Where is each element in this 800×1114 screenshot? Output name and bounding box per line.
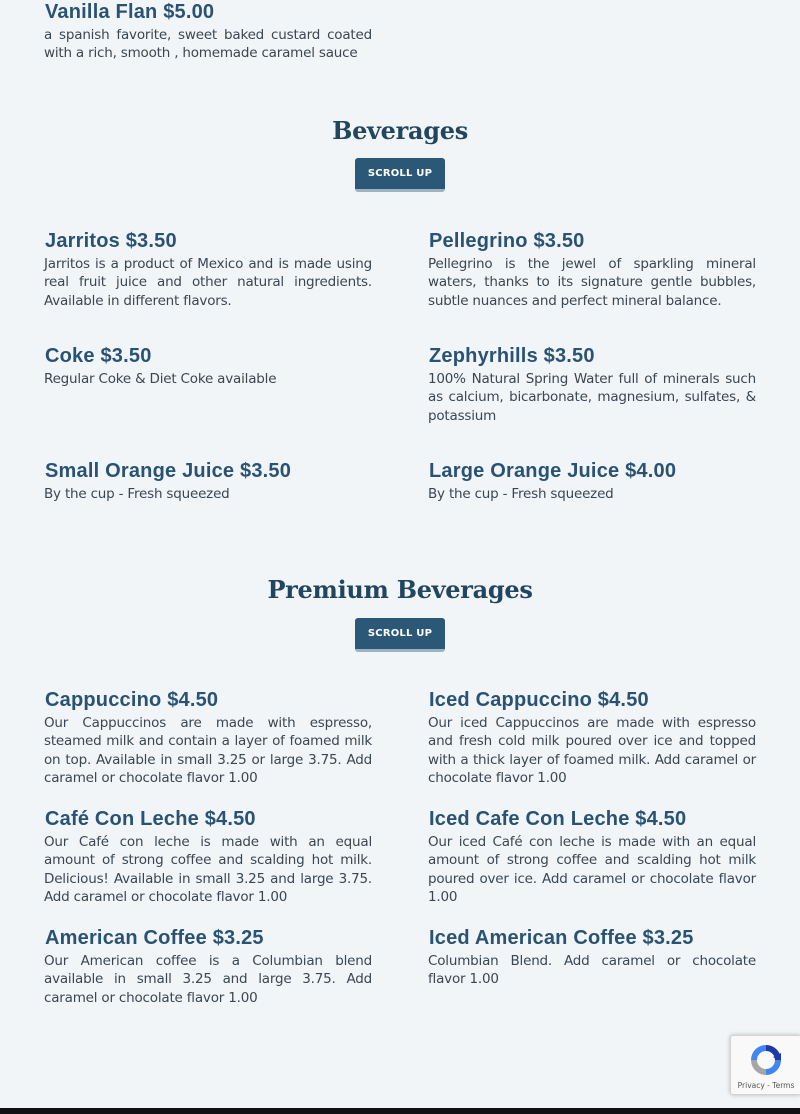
menu-item-title: Iced American Coffee $3.25 (429, 927, 694, 949)
menu-item-title: Small Orange Juice $3.50 (45, 460, 292, 482)
menu-item-description: Our Café con leche is made with an equal amount of strong coffee and scalding hot milk. Delicious! Available in small 3.25 and large 3.75. Add caramel or chocolate flavor 1.00 (44, 834, 372, 906)
menu-item-description: Columbian Blend. Add caramel or chocolate flavor 1.00 (428, 953, 756, 988)
menu-item-title: Jarritos $3.50 (45, 230, 177, 252)
recaptcha-badge[interactable] (730, 1035, 800, 1095)
menu-item-description: Our Cappuccinos are made with espresso, steamed milk and contain a layer of foamed milk on top. Available in small 3.25 or large 3.75. Add caramel or chocolate flavor 1.00 (44, 715, 372, 787)
menu-item-description: Pellegrino is the jewel of sparkling mineral waters, thanks to its signature gentle bubbles, subtle nuances and perfect mineral balance. (428, 256, 756, 309)
scroll-up-button[interactable]: SCROLL UP (355, 158, 445, 192)
menu-item-zephyrhills (428, 344, 756, 425)
scroll-up-button[interactable]: SCROLL UP (355, 618, 445, 652)
menu-item-description: Regular Coke & Diet Coke available (44, 371, 277, 387)
menu-item-cappuccino (44, 688, 372, 788)
menu-item-description: Our American coffee is a Columbian blend available in small 3.25 and large 3.75. Add caramel or chocolate flavor 1.00 (44, 953, 372, 1006)
menu-item-title: Cappuccino $4.50 (45, 689, 219, 711)
menu-item-small-orange-juice (44, 459, 372, 503)
menu-item-description: By the cup - Fresh squeezed (44, 486, 230, 502)
menu-item-large-orange-juice (428, 459, 756, 503)
menu-item-description: 100% Natural Spring Water full of minerals such as calcium, bicarbonate, magnesium, sulfates, & potassium (428, 371, 756, 424)
menu-item-jarritos (44, 229, 372, 310)
menu-item-vanilla-flan (44, 0, 372, 63)
section-title-beverages: Beverages (332, 116, 468, 145)
menu-item-title: American Coffee $3.25 (45, 927, 264, 949)
menu-item-title: Café Con Leche $4.50 (45, 808, 256, 830)
menu-item-description: Our iced Cappuccinos are made with espresso and fresh cold milk poured over ice and topped with a thick layer of foamed milk. Add caramel or chocolate flavor 1.00 (428, 715, 756, 787)
footer-bar (0, 1108, 800, 1114)
menu-item-iced-cafe-con-leche (428, 807, 756, 907)
menu-item-iced-american-coffee (428, 926, 756, 989)
menu-item-description: Jarritos is a product of Mexico and is made using real fruit juice and other natural ingredients. Available in different flavors. (44, 256, 372, 309)
menu-item-american-coffee (44, 926, 372, 1007)
menu-item-title: Zephyrhills $3.50 (429, 345, 595, 367)
menu-item-pellegrino (428, 229, 756, 310)
menu-item-cafe-con-leche (44, 807, 372, 907)
menu-item-description: Our iced Café con leche is made with an equal amount of strong coffee and scalding hot milk poured over ice. Add caramel or chocolate flavor 1.00 (428, 834, 756, 906)
menu-item-title: Coke $3.50 (45, 345, 152, 367)
recaptcha-icon (748, 1042, 784, 1078)
menu-item-title: Iced Cafe Con Leche $4.50 (429, 808, 687, 830)
section-title-premium-beverages: Premium Beverages (267, 575, 533, 604)
recaptcha-links[interactable]: Privacy - Terms (737, 1081, 795, 1090)
menu-item-description: a spanish favorite, sweet baked custard coated with a rich, smooth , homemade caramel sauce (44, 27, 372, 62)
menu-item-description: By the cup - Fresh squeezed (428, 486, 614, 502)
menu-item-title: Large Orange Juice $4.00 (429, 460, 677, 482)
menu-item-title: Iced Cappuccino $4.50 (429, 689, 649, 711)
menu-item-coke (44, 344, 372, 388)
menu-item-iced-cappuccino (428, 688, 756, 788)
menu-item-title: Pellegrino $3.50 (429, 230, 585, 252)
menu-item-title: Vanilla Flan $5.00 (45, 1, 215, 23)
